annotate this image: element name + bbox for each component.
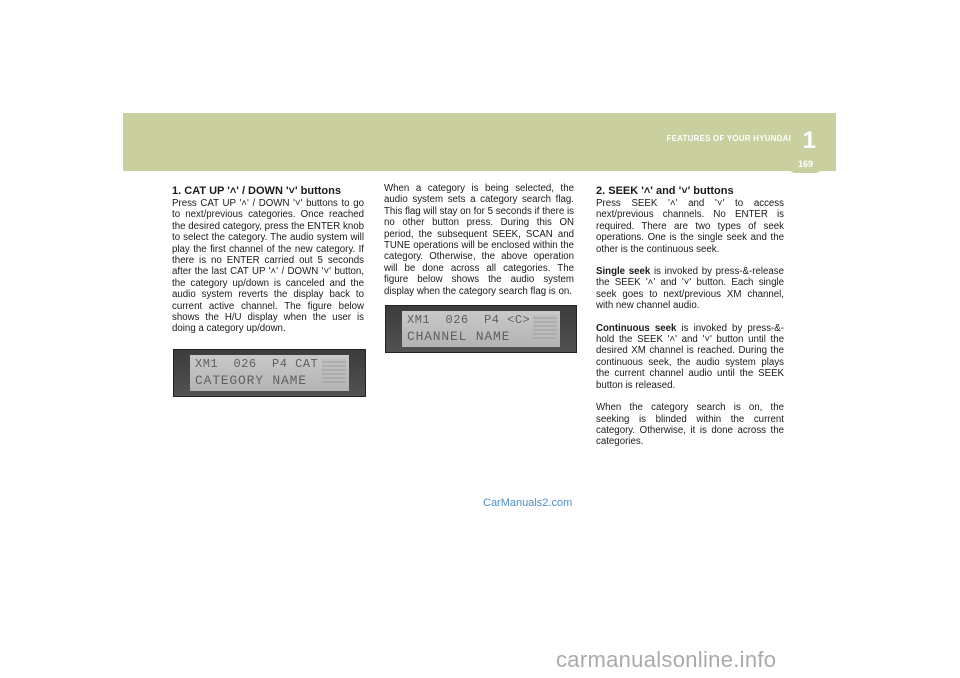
continuous-seek-paragraph [596,323,784,391]
lcd-screen [402,311,560,347]
single-seek-term: Single seek [596,266,651,278]
source-link[interactable]: CarManuals2.com [483,497,573,509]
lcd-status-line: XM1 026 P4 <C> [407,313,531,327]
cat-paragraph: Press CAT UP '˄' / DOWN '˅' buttons to go to next/previous categories. Once reached the desired category, press the ENTER knob to select the category. The audio system will play the first channel of the new category. If there is no ENTER carried out 5 seconds after the last CAT UP '˄' / DOWN '˅' button, the category up/down is canceled and the audio system reverts the display back to current active channel. The figure below shows the H/U display when the user is doing a category up/down. [172,198,364,335]
site-watermark: carmanualsonline.info [556,647,777,672]
section-heading-cat [172,185,364,198]
lcd-signal-indicator [533,315,557,339]
header-band [123,113,836,171]
heading-text: SEEK '˄' and '˅' buttons [608,185,734,197]
channel-lcd-display [385,305,577,353]
page-number: 169 [787,155,824,173]
lcd-signal-indicator [322,359,346,383]
chapter-number: 1 [802,127,816,154]
column-seek-buttons [596,185,784,459]
continuous-seek-text: is invoked by press-&-hold the SEEK '˄' and '˅' button until the desired XM channel is reached. During the continuous seek, the audio system plays the current channel audio until the SEEK button is released. [596,322,784,391]
category-lcd-display [173,349,366,397]
lcd-screen [190,355,349,391]
column-cat-buttons [172,185,364,346]
chapter-title: FEATURES OF YOUR HYUNDAI [666,134,791,143]
continuous-seek-term: Continuous seek [596,322,677,334]
seek-intro-paragraph: Press SEEK '˄' and '˅' to access next/previous channels. No ENTER is required. There are two types of seek operations. One is the single seek and the other is the continuous seek. [596,198,784,255]
lcd-status-line: XM1 026 P4 CAT [195,357,319,371]
heading-number: 1. [172,185,182,197]
flag-paragraph: When a category is being selected, the audio system sets a category search flag. This flag will stay on for 5 seconds if there is no other button press. During this ON period, the subsequent SEEK, SCAN and TUNE operations will be enclosed within the category. Otherwise, the above operation will be done across all categories. The figure below shows the audio system display when the category search flag is on. [384,183,574,297]
section-heading-seek [596,185,784,198]
heading-text: CAT UP '˄' / DOWN '˅' buttons [184,185,341,197]
single-seek-text: is invoked by press-&-release the SEEK '˄' and '˅' button. Each single seek goes to next/previous XM channel, with new channel audio. [596,266,784,312]
category-search-paragraph: When the category search is on, the seeking is blinded within the current category. Otherwise, it is done across the categories. [596,402,784,448]
single-seek-paragraph [596,266,784,312]
column-category-flag [384,183,574,308]
heading-number: 2. [596,185,606,197]
lcd-name-line: CHANNEL NAME [407,329,511,344]
lcd-name-line: CATEGORY NAME [195,373,307,388]
